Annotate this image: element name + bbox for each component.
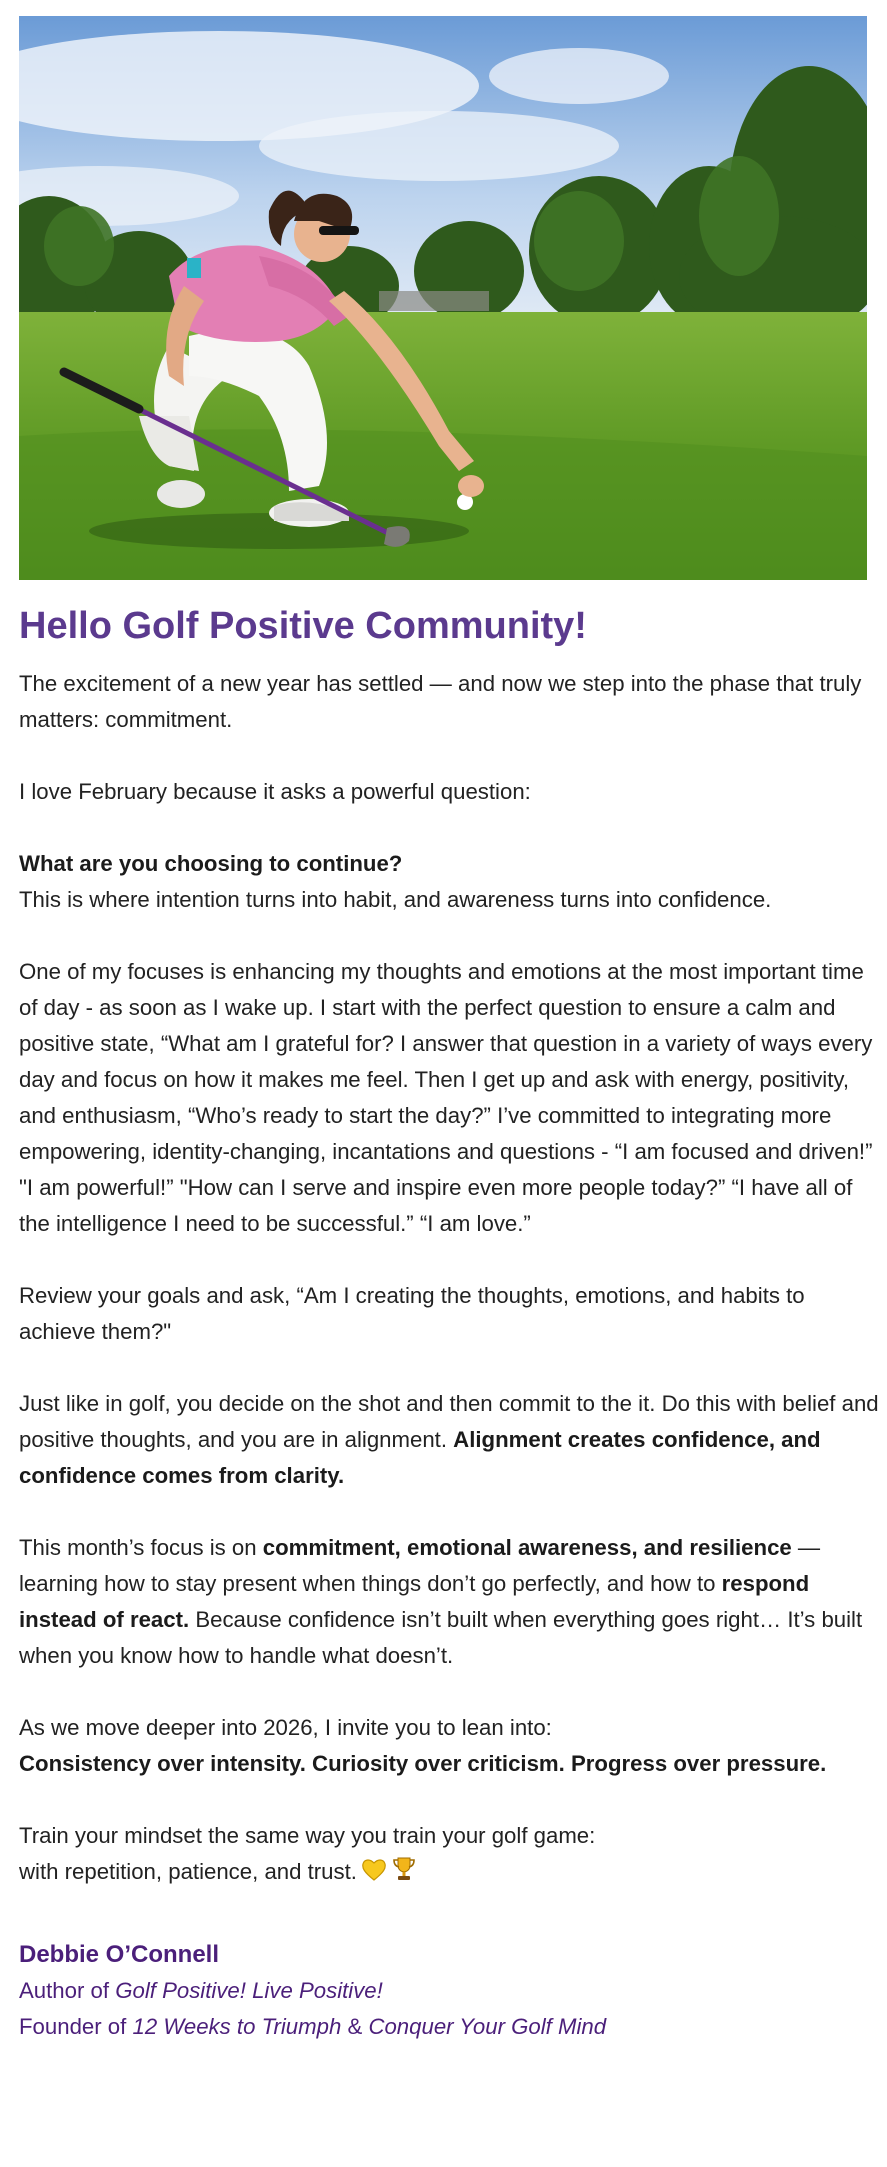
train-line-1: Train your mindset the same way you train your golf game: xyxy=(19,1823,596,1848)
focus-text-3: Because confidence isn’t built when everything goes right… It’s built when you know how to handle what doesn’t. xyxy=(19,1607,863,1668)
alignment-paragraph xyxy=(19,1386,887,1494)
founder-program-1: 12 Weeks to Triumph xyxy=(132,2014,342,2039)
focus-bold-2: respond instead of react. xyxy=(19,1571,810,1632)
newsletter-body xyxy=(19,16,887,2045)
question-paragraph xyxy=(19,846,887,918)
signature-author-line xyxy=(19,1973,887,2009)
founder-prefix: Founder of xyxy=(19,2014,133,2039)
author-book-title: Golf Positive! Live Positive! xyxy=(115,1978,383,2003)
trophy-icon xyxy=(391,1856,417,1893)
founder-ampersand: & xyxy=(341,2014,369,2039)
hero-photo xyxy=(19,16,867,580)
goals-paragraph: Review your goals and ask, “Am I creating the thoughts, emotions, and habits to achieve them?" xyxy=(19,1283,805,1344)
monthly-focus-paragraph xyxy=(19,1530,887,1674)
focus-text-2: — learning how to stay present when things don’t go perfectly, and how to xyxy=(19,1535,821,1596)
morning-routine-paragraph: One of my focuses is enhancing my thoughts and emotions at the most important time of day - as soon as I wake up. I start with the perfect question to ensure a calm and positive state, “What am I grateful for? I answer that question in a variety of ways every day and focus on how it makes me feel. Then I get up and ask with energy, positivity, and enthusiasm, “Who’s ready to start the day?” I’ve committed to integrating more empowering, identity-changing, incantations and questions - “I am focused and driven!” "I am powerful!” "How can I serve and inspire even more people today?” “I have all of the intelligence I need to be successful.” “I am love.” xyxy=(19,959,873,1236)
signature-block xyxy=(19,1937,887,2045)
founder-program-2: Conquer Your Golf Mind xyxy=(368,2014,607,2039)
alignment-bold: Alignment creates confidence, and confidence comes from clarity. xyxy=(19,1427,821,1488)
question-text: This is where intention turns into habit, and awareness turns into confidence. xyxy=(19,887,772,912)
lean-into-bold: Consistency over intensity. Curiosity over criticism. Progress over pressure. xyxy=(19,1751,827,1776)
yellow-heart-icon xyxy=(361,1857,387,1893)
page-title: Hello Golf Positive Community! xyxy=(19,605,587,647)
signature-name: Debbie O’Connell xyxy=(19,1941,220,1968)
alignment-text: Just like in golf, you decide on the shot and then commit to the it. Do this with belief and positive thoughts, and you are in alignment. xyxy=(19,1391,879,1452)
focus-bold-1: commitment, emotional awareness, and resilience xyxy=(262,1535,792,1560)
train-mindset-paragraph xyxy=(19,1818,887,1893)
author-prefix: Author of xyxy=(19,1978,116,2003)
train-line-2: with repetition, patience, and trust. xyxy=(19,1859,357,1884)
lean-into-paragraph xyxy=(19,1710,887,1782)
intro-paragraph: The excitement of a new year has settled — and now we step into the phase that truly matters: commitment. xyxy=(19,671,862,732)
signature-founder-line xyxy=(19,2009,887,2045)
focus-text-1: This month’s focus is on xyxy=(19,1535,263,1560)
woman-golfer-placing-ball-photo xyxy=(19,16,867,580)
lean-into-text: As we move deeper into 2026, I invite you to lean into: xyxy=(19,1715,552,1740)
question-heading: What are you choosing to continue? xyxy=(19,851,403,876)
february-question-intro: I love February because it asks a powerful question: xyxy=(19,779,531,804)
